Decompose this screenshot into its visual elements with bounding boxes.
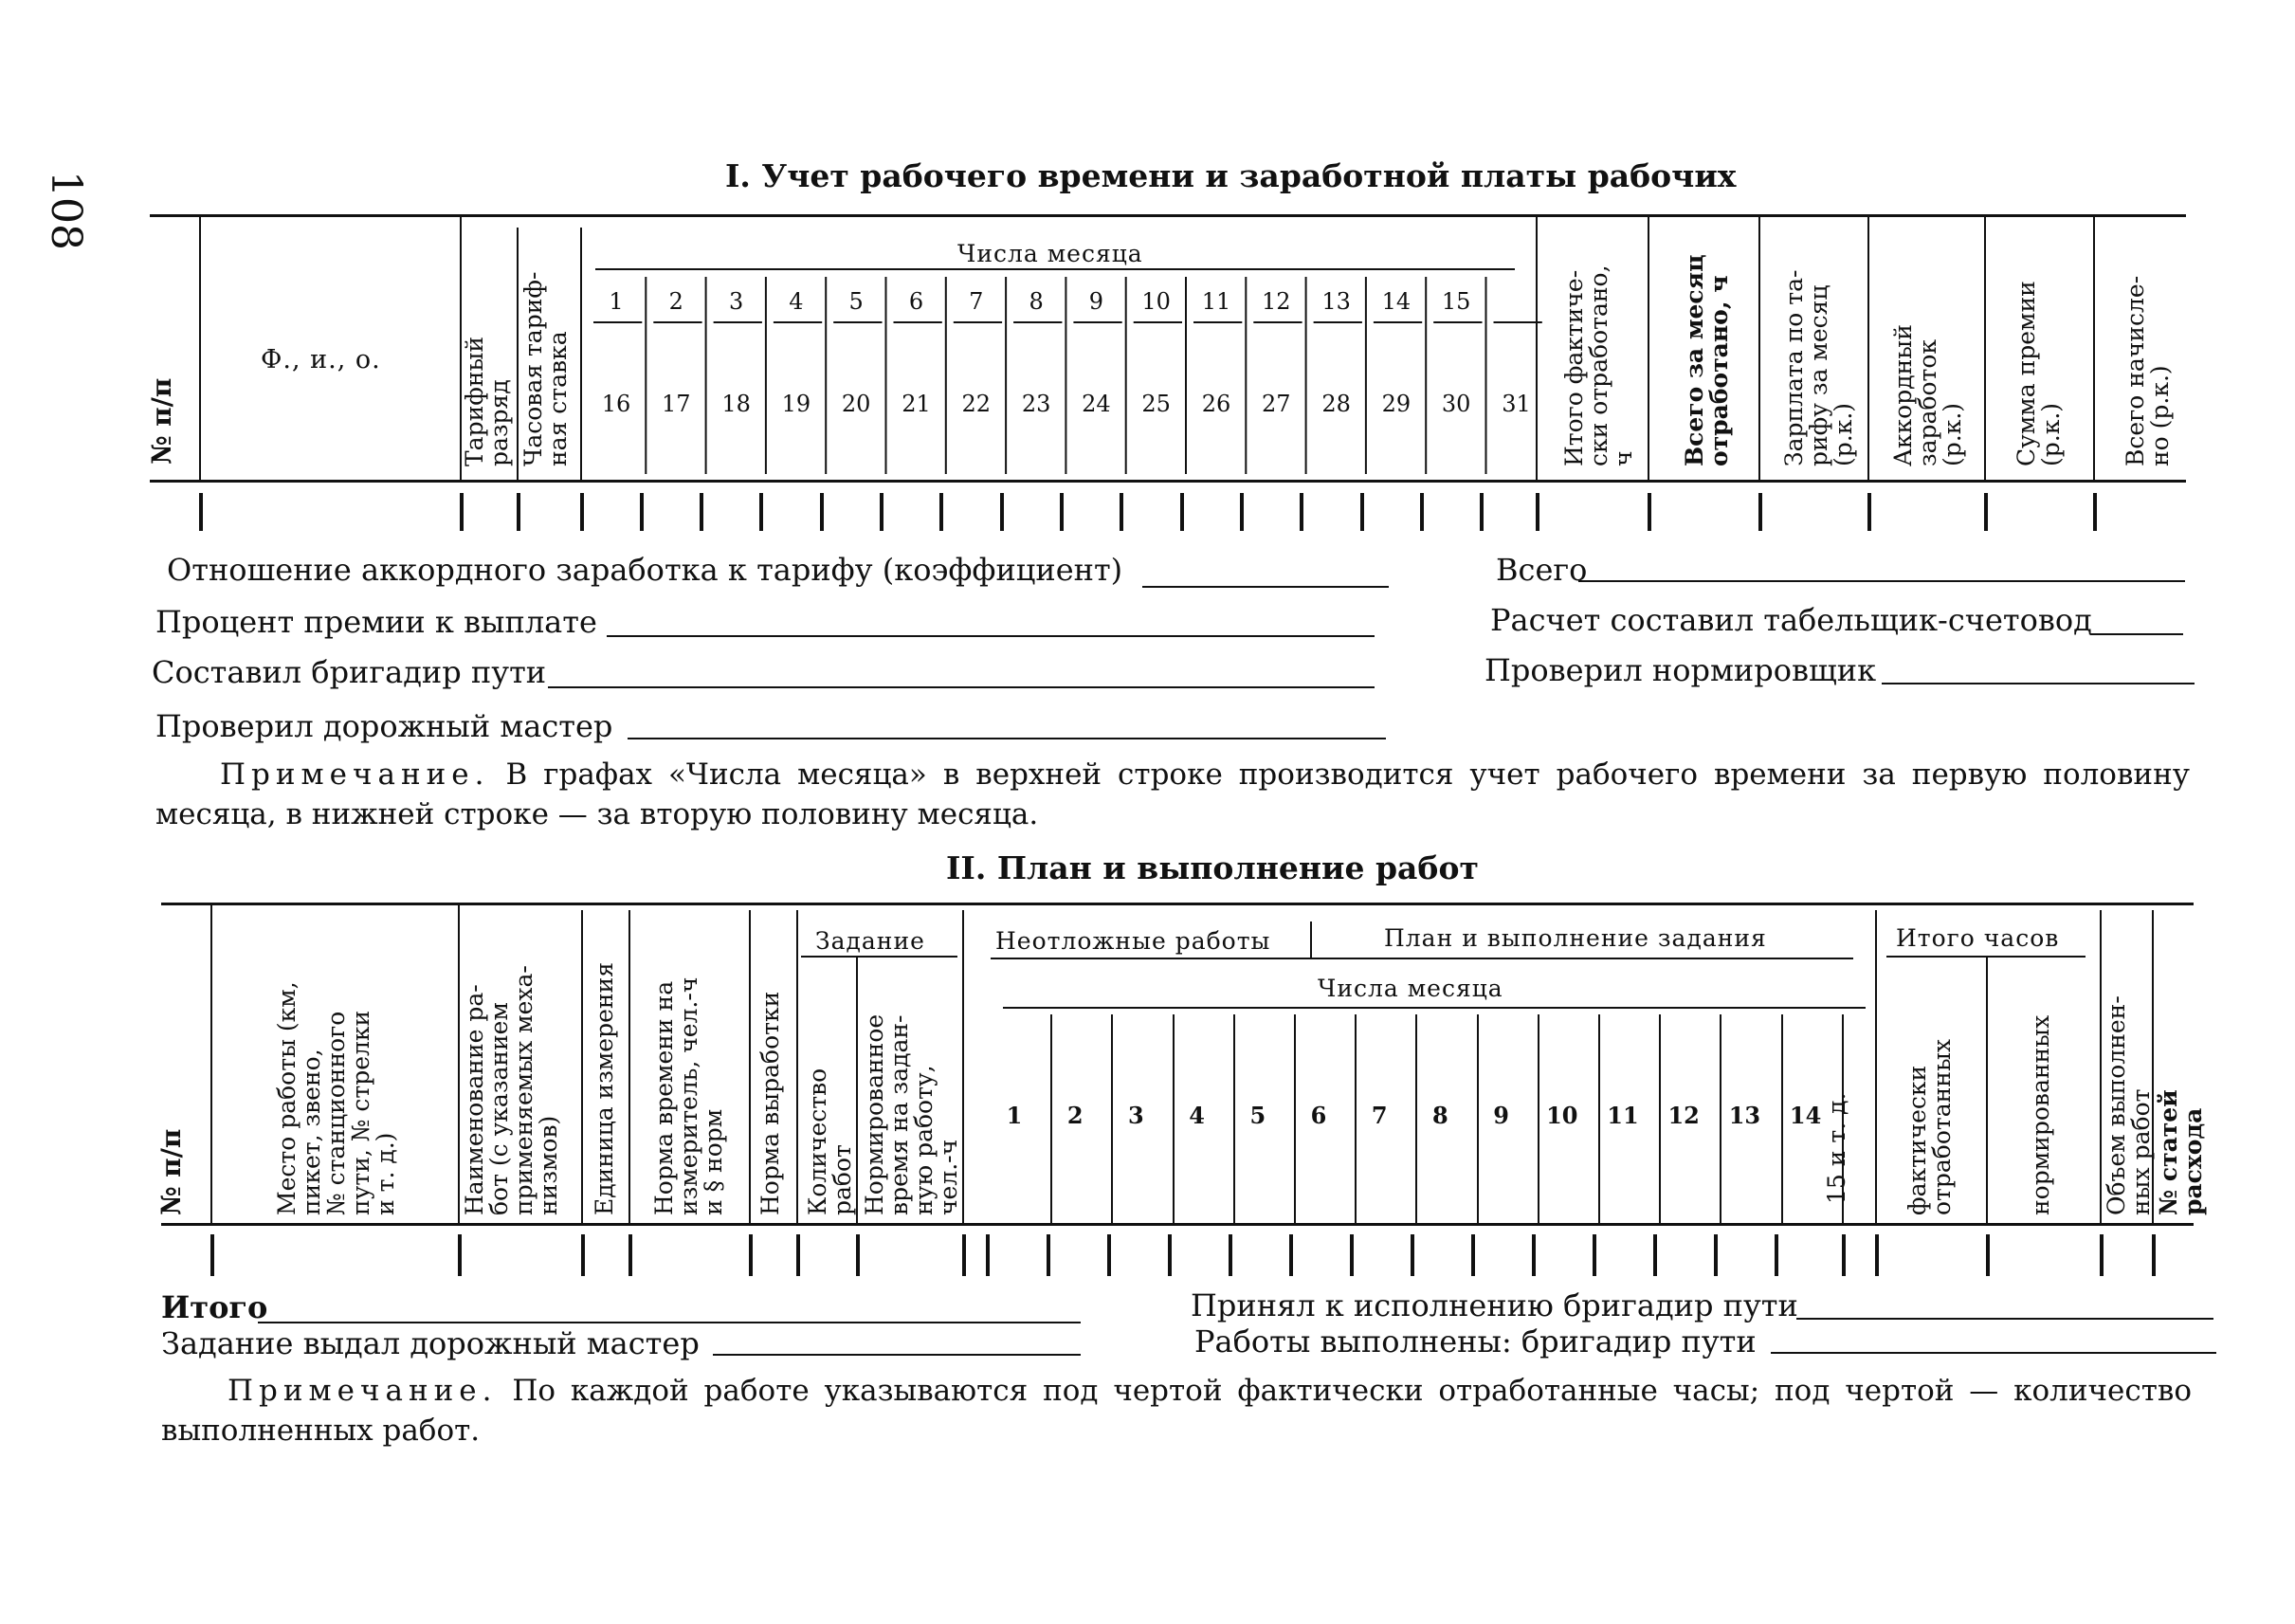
s1-field-bonus-pct: Процент премии к выплате [155,604,597,640]
s2-day-8: 8 [1432,1102,1448,1129]
s1-day-bottom-28: 28 [1321,391,1351,417]
s2-field-issued: Задание выдал дорожный мастер [161,1325,700,1361]
s1-body-tick [1867,493,1871,531]
s2-top-rule [161,903,2194,905]
s1-day-bottom-19: 19 [781,391,811,417]
s1-day-top-9: 9 [1088,288,1104,315]
s1-body-tick [1984,493,1988,531]
s2-col-items: № статей расхода [2155,1089,2207,1215]
s1-body-tick [759,493,763,531]
s1-col-rank: Тарифный разряд [461,336,513,466]
s1-body-tick [1648,493,1651,531]
s2-day-divider [1050,1014,1052,1223]
s2-day-divider [1477,1014,1479,1223]
s1-day-bottom-26: 26 [1201,391,1231,417]
s2-body-tick [1714,1234,1718,1276]
s2-col-norm-output: Норма выработки [756,991,784,1215]
s2-note: Примечание. По каждой работе указываются под чертой фактически отработанные часы; под чертой — количество выполненных работ. [161,1374,2192,1448]
s1-day-top-7: 7 [969,288,984,315]
s1-calc-line[interactable] [2090,633,2183,635]
s1-field-total: Всего [1496,552,1588,588]
s2-day-11: 11 [1607,1102,1639,1129]
s2-plan-rule [991,958,1853,959]
s1-day-top-6: 6 [908,288,924,315]
s2-day-5: 5 [1249,1102,1266,1129]
s1-ratio-line[interactable] [1142,586,1389,588]
s2-col-volume: Объем выполнен- ных работ [2103,995,2155,1215]
page-number: 108 [42,171,90,250]
s2-day-1: 1 [1006,1102,1023,1129]
s2-body-tick [986,1234,990,1276]
s2-body-tick [2152,1234,2156,1276]
s1-day-top-11: 11 [1201,288,1231,315]
s1-body-tick [1120,493,1123,531]
s1-body-tick [1240,493,1244,531]
s1-body-tick [640,493,644,531]
s1-body-tick [517,493,520,531]
s1-body-tick [1300,493,1303,531]
s2-day-divider [1294,1014,1296,1223]
s1-body-tick [1360,493,1364,531]
s2-day-13: 13 [1728,1102,1761,1129]
s2-day-9: 9 [1493,1102,1509,1129]
s2-col-unit: Единица измерения [591,962,618,1215]
s1-field-ratio: Отношение аккордного заработка к тарифу (коэффициент) [167,552,1123,588]
s2-urgent-header: Неотложные работы [995,927,1271,955]
s1-day-top-3: 3 [728,288,744,315]
s2-col-qty: Количество работ [804,1067,856,1215]
s2-body-tick [1875,1234,1879,1276]
section2-title: II. План и выполнение работ [946,849,1479,886]
s2-accepted-line[interactable] [1796,1318,2213,1320]
s1-day-top-1: 1 [609,288,624,315]
s1-body-tick [199,493,203,531]
s2-day-divider [1173,1014,1175,1223]
s1-day-top-5: 5 [848,288,864,315]
s2-day-divider [1720,1014,1721,1223]
s2-day-divider [1659,1014,1661,1223]
s1-day-bottom-29: 29 [1381,391,1412,417]
s2-vsep [458,905,460,1223]
s2-body-tick [1653,1234,1657,1276]
s1-body-tick [939,493,943,531]
s2-body-tick [628,1234,632,1276]
s1-day-bottom-16: 16 [601,391,631,417]
s1-col-num: № п/п [146,377,177,465]
s1-day-top-10: 10 [1141,288,1171,315]
s2-day-7: 7 [1371,1102,1388,1129]
s1-body-tick [1060,493,1064,531]
s1-day-bottom-24: 24 [1082,391,1111,417]
s1-body-tick [1758,493,1762,531]
s1-bonus-line[interactable] [607,635,1375,637]
s2-task-rule [801,956,957,958]
s1-day-bottom-27: 27 [1262,391,1291,417]
s1-body-tick [2093,493,2097,531]
s1-day-bottom-20: 20 [841,391,871,417]
s2-body-tick [1411,1234,1414,1276]
s2-field-total: Итого [161,1289,268,1325]
s2-day-14: 14 [1789,1102,1822,1129]
s1-body-tick [1000,493,1004,531]
s1-days-header: Числа месяца [957,240,1143,267]
s2-body-tick [1047,1234,1050,1276]
s1-total-line[interactable] [1578,580,2185,582]
s2-vsep [749,910,751,1223]
s1-field-normer: Проверил нормировщик [1484,652,1877,688]
s1-day-top-12: 12 [1262,288,1291,315]
s2-done-line[interactable] [1771,1352,2216,1354]
s2-body-tick [1289,1234,1293,1276]
s2-vsep [628,910,630,1223]
s1-body-tick [1180,493,1184,531]
s2-body-tick [1168,1234,1172,1276]
s2-body-tick [1842,1234,1846,1276]
s2-day-divider [1781,1014,1783,1223]
s1-day-bottom-17: 17 [662,391,691,417]
s2-vsep [796,910,798,1223]
s2-body-tick [1471,1234,1475,1276]
s2-day-10: 10 [1546,1102,1578,1129]
s2-day-4: 4 [1189,1102,1205,1129]
s2-body-tick [1593,1234,1596,1276]
s2-total-line[interactable] [258,1322,1081,1323]
s1-day-bottom-25: 25 [1141,391,1171,417]
s1-normer-line[interactable] [1882,683,2195,684]
s2-day-divider [1415,1014,1417,1223]
s1-field-master: Проверил дорожный мастер [155,708,613,744]
s2-day-6: 6 [1310,1102,1327,1129]
s2-col-num: № п/п [155,1128,187,1215]
s2-body-tick [581,1234,585,1276]
s1-note: Примечание. В графах «Числа месяца» в верхней строке производится учет рабочего времени за первую половину месяца, в нижней строке — за вторую половину месяца. [155,757,2190,831]
s2-day-2: 2 [1066,1102,1084,1129]
s2-vsep [1310,921,1312,958]
s2-body-tick [962,1234,966,1276]
s2-day-divider [1111,1014,1113,1223]
s2-issued-line[interactable] [713,1354,1081,1356]
s2-days-rule [1003,1007,1866,1009]
s1-col-piece: Аккордный заработок (р.к.) [1889,324,1966,466]
s2-vsep [210,905,212,1223]
s1-body-tick [460,493,464,531]
s2-body-tick [796,1234,800,1276]
s2-col-actual: фактически отработанных [1903,1039,1956,1215]
s2-col-norm-task: Нормированное время на задан- ную работу, чел.-ч [861,1013,962,1215]
s1-day-top-4: 4 [789,288,804,315]
s2-vsep [856,958,858,1223]
s2-col-day15: 15 и т. д. [1823,1092,1850,1204]
s1-body-tick [880,493,883,531]
s2-body-tick [856,1234,860,1276]
s1-field-foreman: Составил бригадир пути [152,654,547,690]
s2-field-done: Работы выполнены: бригадир пути [1194,1323,1757,1359]
s1-body-tick [1420,493,1424,531]
s2-day-divider [1598,1014,1600,1223]
s1-day-top-2: 2 [668,288,683,315]
s1-day-top-15: 15 [1441,288,1471,315]
s2-task-header: Задание [815,927,925,955]
s1-day-bottom-31: 31 [1502,391,1531,417]
s2-days-header: Числа месяца [1318,975,1503,1002]
s2-body-tick [1986,1234,1990,1276]
s2-vsep [1986,958,1988,1223]
s2-day-divider [1538,1014,1539,1223]
s1-col-accrued: Всего начисле- но (р.к.) [2122,275,2174,466]
section1-title: I. Учет рабочего времени и заработной платы рабочих [725,157,1737,194]
s2-plan-header: План и выполнение задания [1384,924,1767,952]
s1-col-fio: Ф., и., о. [261,345,381,374]
s2-col-place: Место работы (км, пикет, звено, № станционного пути, № стрелки и т. д.) [273,981,399,1215]
s2-body-tick [458,1234,462,1276]
s2-col-norm-time: Норма времени на измеритель, чел.-ч и § норм [650,976,727,1215]
s2-header-bottom-rule [161,1223,2194,1226]
s1-day-bottom-21: 21 [902,391,931,417]
s1-body-tick [1480,493,1484,531]
s1-foreman-line[interactable] [548,686,1375,688]
s2-body-tick [749,1234,753,1276]
s2-body-tick [1532,1234,1536,1276]
s2-col-normed: нормированных [2027,1014,2054,1215]
s2-body-tick [1107,1234,1111,1276]
s2-day-3: 3 [1128,1102,1144,1129]
s2-body-tick [210,1234,214,1276]
s2-vsep [1875,910,1877,1223]
s2-body-tick [1775,1234,1778,1276]
s1-col-bonus: Сумма премии (р.к.) [2013,281,2065,466]
s1-field-calc: Расчет составил табельщик-счетовод [1490,602,2092,638]
s2-vsep [962,910,964,1223]
s1-col-total-actual: Итого фактиче- ски отработано, ч [1560,265,1637,466]
s1-body-tick [1536,493,1539,531]
s1-day-bottom-23: 23 [1021,391,1051,417]
s1-body-tick [580,493,584,531]
s1-day-top-13: 13 [1321,288,1351,315]
s2-vsep [581,910,583,1223]
s2-field-accepted: Принял к исполнению бригадир пути [1191,1287,1798,1323]
s1-master-line[interactable] [628,738,1386,739]
s1-body-tick [820,493,824,531]
s1-body-tick [700,493,703,531]
s1-day-bottom-18: 18 [721,391,751,417]
s1-day-top-8: 8 [1029,288,1044,315]
s1-day-bottom-30: 30 [1441,391,1471,417]
s2-body-tick [1350,1234,1354,1276]
s2-day-12: 12 [1667,1102,1700,1129]
s1-col-tariff-pay: Зарплата по та- рифу за месяц (р.к.) [1780,269,1857,466]
s1-col-month-total: Всего за месяц отработано, ч [1681,254,1733,466]
s2-vsep [2100,910,2102,1223]
s2-day-divider [1233,1014,1235,1223]
s2-body-tick [1229,1234,1232,1276]
s2-day-divider [1355,1014,1357,1223]
s1-day-bottom-22: 22 [961,391,992,417]
s2-hours-header: Итого часов [1896,924,2060,952]
s1-col-rate: Часовая тариф- ная ставка [519,271,572,466]
s1-day-top-14: 14 [1381,288,1412,315]
s2-body-tick [2100,1234,2104,1276]
s2-col-name: Наименование ра- бот (с указанием применяемых меха- низмов) [461,965,562,1215]
